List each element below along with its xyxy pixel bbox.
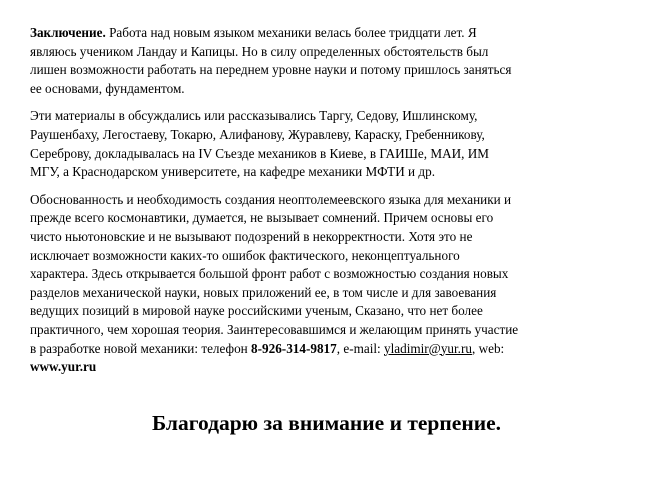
contact-line xyxy=(30,340,630,359)
text-line: Сереброву, докладывалась на IV Съезде механиков в Киеве, в ГАИШе, МАИ, ИМ xyxy=(30,145,489,161)
text-line: прежде всего космонавтики, думается, не вызывает сомнений. Причем основы его xyxy=(30,210,494,226)
contact-prefix: в разработке новой механики: телефон xyxy=(30,340,252,356)
conclusion-heading: Заключение. xyxy=(30,25,106,40)
text-line: Эти материалы в обсуждались или рассказывались Таргу, Седову, Ишлинскому, xyxy=(30,108,478,124)
text-line xyxy=(30,24,630,43)
text-line: МГУ, а Краснодарском университете, на кафедре механики МФТИ и др. xyxy=(30,164,436,180)
text-line: исключает возможности каких-то ошибок фактического, неконцептуального xyxy=(30,247,460,263)
text-line: Обоснованность и необходимость создания неоптолемеевского языка для механики и xyxy=(30,191,512,207)
email-prefix: , e-mail: xyxy=(336,340,384,356)
text-line: ведущих позиций в мировой науке российскими ученым, Сказано, что нет более xyxy=(30,303,483,319)
text-line: чисто ньютоновские и не вызывают подозрений в некорректности. Хотя это не xyxy=(30,228,473,244)
text-line: Раушенбаху, Легостаеву, Токарю, Алифанову, Журавлеву, Караску, Гребенникову, xyxy=(30,126,485,142)
phone-number: 8-926-314-9817 xyxy=(251,340,337,356)
email-link[interactable]: yladimir@yur.ru xyxy=(384,340,472,356)
text-line: лишен возможности работать на переднем уровне науки и потому пришлось заняться xyxy=(30,62,512,78)
text-line: являюсь учеником Ландау и Капицы. Но в силу определенных обстоятельств был xyxy=(30,43,489,59)
paragraph-conclusion xyxy=(30,24,630,98)
slide-content xyxy=(30,24,630,386)
website: www.yur.ru xyxy=(30,359,97,375)
text-line: характера. Здесь открывается большой фронт работ с возможностью создания новых xyxy=(30,266,509,282)
paragraph-materials xyxy=(30,107,630,181)
text-line: ее основами, фундаментом. xyxy=(30,80,185,96)
paragraph-justification xyxy=(30,191,630,377)
thanks-heading: Благодарю за внимание и терпение. xyxy=(151,411,502,435)
text-line: практичного, чем хорошая теория. Заинтересовавшимся и желающим принять участие xyxy=(30,321,519,337)
web-prefix: , web: xyxy=(471,340,505,356)
text-line-content: Работа над новым языком механики велась более тридцати лет. Я xyxy=(105,25,477,40)
text-line: разделов механической науки, новых приложений ее, в том числе и для завоевания xyxy=(30,284,497,300)
